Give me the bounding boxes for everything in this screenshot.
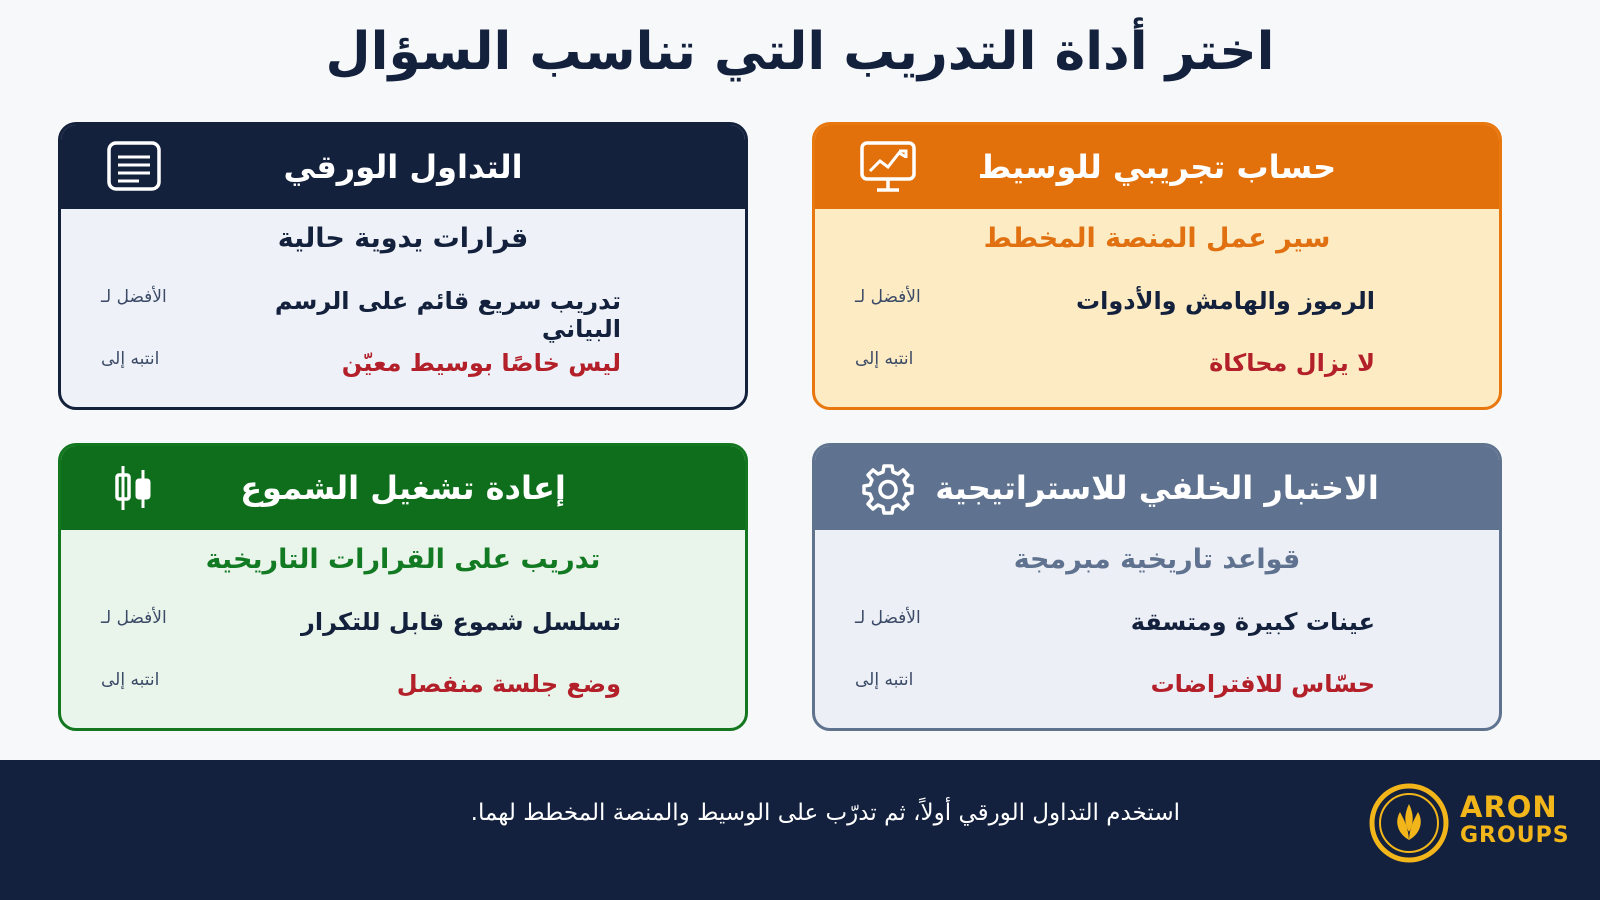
strategy-backtest-subtitle: قواعد تاريخية مبرمجة — [1013, 544, 1301, 575]
caution-label: انتبه إلى — [855, 670, 914, 690]
broker-demo-header — [815, 125, 1499, 209]
caution-value: حسّاس للافتراضات — [1150, 670, 1375, 698]
candle-replay-card — [58, 443, 748, 731]
strategy-backtest-card — [812, 443, 1502, 731]
caution-value: وضع جلسة منفصل — [396, 670, 621, 698]
caution-value: ليس خاصًا بوسيط معيّن — [341, 349, 621, 377]
candle-replay-body — [61, 530, 745, 731]
strategy-backtest-header — [815, 446, 1499, 530]
paper-trading-body — [61, 209, 745, 410]
best-for-label: الأفضل لـ — [101, 287, 167, 307]
broker-demo-card — [812, 122, 1502, 410]
best-for-label: الأفضل لـ — [855, 608, 921, 628]
caution-label: انتبه إلى — [855, 349, 914, 369]
logo-text-aron: ARON — [1460, 790, 1558, 824]
broker-demo-body — [815, 209, 1499, 410]
page-title: اختر أداة التدريب التي تناسب السؤال — [325, 22, 1275, 82]
paper-trading-subtitle: قرارات يدوية حالية — [277, 223, 529, 254]
candle-replay-subtitle: تدريب على القرارات التاريخية — [205, 544, 601, 575]
monitor-chart-icon — [859, 139, 917, 195]
strategy-backtest-body — [815, 530, 1499, 731]
paper-trading-header — [61, 125, 745, 209]
broker-demo-title: حساب تجريبي للوسيط — [977, 148, 1337, 186]
caution-value: لا يزال محاكاة — [1209, 349, 1375, 377]
document-icon — [105, 139, 163, 195]
caution-label: انتبه إلى — [101, 670, 160, 690]
best-for-label: الأفضل لـ — [855, 287, 921, 307]
logo-text-groups: GROUPS — [1460, 823, 1570, 848]
best-for-value: عينات كبيرة ومتسقة — [1130, 608, 1375, 636]
broker-demo-subtitle: سير عمل المنصة المخطط — [983, 223, 1331, 254]
footer-banner — [0, 760, 1600, 900]
paper-trading-title: التداول الورقي — [283, 148, 523, 186]
best-for-value: تسلسل شموع قابل للتكرار — [301, 608, 621, 636]
caution-label: انتبه إلى — [101, 349, 160, 369]
aron-logo-icon — [1368, 782, 1450, 864]
best-for-value: تدريب سريع قائم على الرسم البياني — [274, 287, 621, 343]
footer-note: استخدم التداول الورقي أولاً، ثم تدرّب على الوسيط والمنصة المخطط لهما. — [470, 800, 1180, 826]
paper-trading-card — [58, 122, 748, 410]
best-for-value: الرموز والهامش والأدوات — [1076, 287, 1375, 315]
candlestick-icon — [105, 460, 163, 516]
strategy-backtest-title: الاختبار الخلفي للاستراتيجية — [935, 469, 1379, 507]
gear-icon — [859, 460, 917, 516]
candle-replay-header — [61, 446, 745, 530]
candle-replay-title: إعادة تشغيل الشموع — [240, 469, 566, 507]
best-for-label: الأفضل لـ — [101, 608, 167, 628]
